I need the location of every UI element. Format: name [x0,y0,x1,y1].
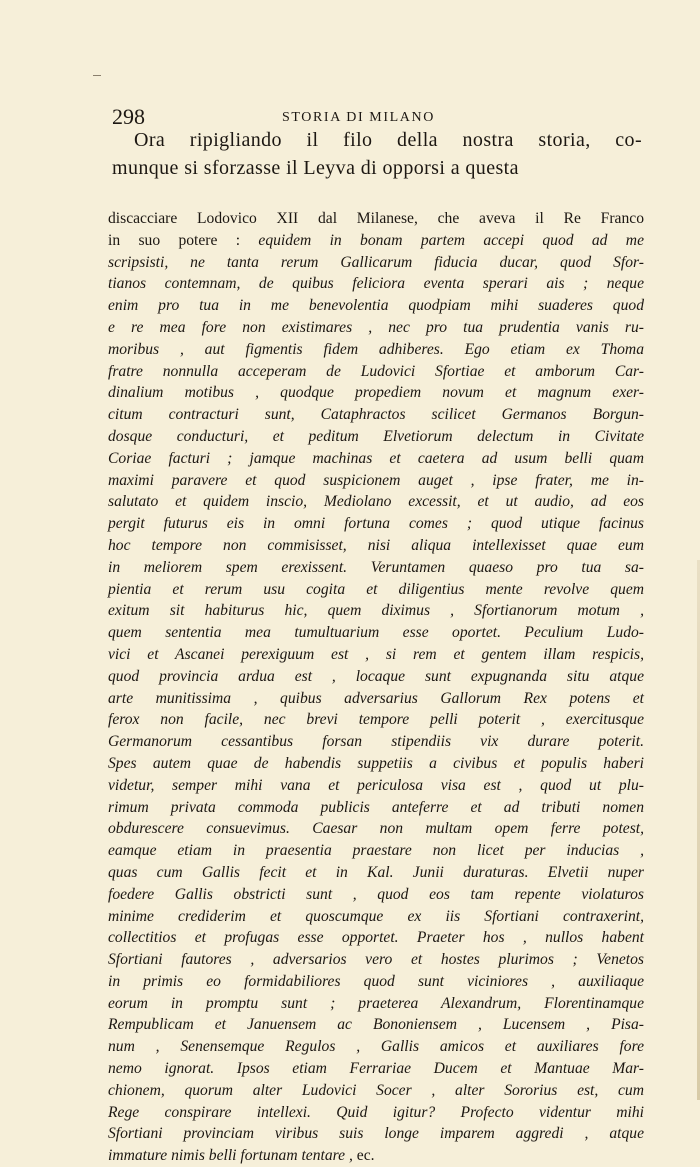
italic-text: Rempublicam et Januensem ac Bononiensem , Lucensem , Pisa- [108,1016,644,1034]
italic-text: videtur, semper mihi vana et periculosa visa est , quod ut plu- [108,776,644,794]
running-title: STORIA DI MILANO [282,110,435,125]
text-line [108,1102,644,1124]
italic-text: arte munitissima , quibus adversarius Gallorum Rex potens et [108,689,644,707]
text-line [108,404,644,426]
italic-text: Sfortiani fautores , adversarios vero et hostes plurimos ; Venetos [108,951,644,969]
italic-text: immature nimis belli fortunam tentare , [108,1147,353,1165]
intro-line: munque si sforzasse il Leyva di opporsi a questa [112,157,519,179]
italic-text: hoc tempore non commisisset, nisi aliqua intellexisset quae eum [108,536,644,554]
italic-text: rimum privata commoda publicis anteferre et ad tributi nomen [108,798,644,816]
italic-text: Coriae facturi ; jamque machinas et caetera ad usum belli quam [108,449,644,467]
text-line [108,339,644,361]
text-line [108,1036,644,1058]
italic-text: quem sententia mea tumultuarium esse oportet. Peculium Ludo- [108,624,644,642]
text-line [108,252,644,274]
italic-text: Spes autem quae de habendis suppetiis a civibus et populis haberi [108,754,644,772]
text-line [108,775,644,797]
text-line [108,927,644,949]
text-line [108,840,644,862]
italic-text: tianos contemnam, de quibus feliciora eventa sperari ais ; neque [108,275,644,293]
roman-text: ec. [352,1147,375,1165]
text-line [108,971,644,993]
italic-text: dinalium motibus , quodque propediem novum et magnum exer- [108,384,644,402]
text-line [108,491,644,513]
italic-text: foedere Gallis obstricti sunt , quod eos tam repente violaturos [108,885,644,903]
italic-text: in meliorem spem erexissent. Veruntamen quaeso pro tua sa- [108,558,644,576]
roman-text: in suo potere : [108,231,259,249]
text-line [108,426,644,448]
body-text [108,208,644,1167]
italic-text: quod provincia ardua est , locaque sunt expugnanda situ atque [108,667,644,685]
italic-text: minime crediderim et quoscumque ex iis Sfortiani contraxerint, [108,907,644,925]
italic-text: maximi paravere et quod suspicionem auget , ipse frater, me in- [108,471,644,489]
text-line [108,862,644,884]
text-line [108,317,644,339]
italic-text: pergit futurus eis in omni fortuna comes ; quod utique facinus [108,515,644,533]
text-line [108,470,644,492]
italic-text: collectitios et profugas esse opportet. Praeter hos , nullos habent [108,929,644,947]
italic-text: exitum sit habiturus hic, quem diximus , Sfortianorum motum , [108,602,644,620]
italic-text: citum contracturi sunt, Cataphractos scilicet Germanos Borgun- [108,406,644,424]
text-line [108,230,644,252]
text-line [108,644,644,666]
italic-text: pientia et rerum usu cogita et diligentius mente revolve quem [108,580,644,598]
italic-text: eorum in promptu sunt ; praeterea Alexandrum, Florentinamque [108,994,644,1012]
italic-text: vici et Ascanei perexiguum est , si rem et gentem illam respicis, [108,645,644,663]
italic-text: scripsisti, ne tanta rerum Gallicarum fiducia ducar, quod Sfor- [108,253,644,271]
italic-text: Rege conspirare intellexi. Quid igitur? Profecto videntur mihi [108,1103,644,1121]
italic-text: chionem, quorum alter Ludovici Socer , alter Sororius est, cum [108,1081,644,1099]
italic-text: equidem in bonam partem accepi quod ad me [258,231,644,249]
text-line [108,906,644,928]
italic-text: Sfortiani provinciam viribus suis longe imparem aggredi , atque [108,1125,644,1143]
text-line [108,382,644,404]
text-line [108,753,644,775]
text-line [108,993,644,1015]
intro-paragraph [112,126,642,182]
text-line [108,1145,644,1167]
text-line [108,513,644,535]
page-number: 298 [112,104,145,129]
text-line [108,600,644,622]
italic-text: quas cum Gallis fecit et in Kal. Junii duraturas. Elvetii nuper [108,863,644,881]
intro-line: Ora ripigliando il filo della nostra storia, co- [134,129,642,151]
italic-text: num , Senensemque Regulos , Gallis amicos et auxiliares fore [108,1038,644,1056]
italic-text: nemo ignorat. Ipsos etiam Ferrariae Ducem et Mantuae Mar- [108,1060,644,1078]
italic-text: obdurescere consuevimus. Caesar non multam opem ferre potest, [108,820,644,838]
italic-text: e re mea fore non existimares , nec pro tua prudentia vanis ru- [108,318,644,336]
italic-text: fratre nonnulla acceperam de Ludovici Sfortiae et amborum Car- [108,362,644,380]
text-line [108,557,644,579]
italic-text: eamque etiam in praesentia praestare non licet per inducias , [108,842,644,860]
italic-text: moribus , aut figmentis fidem adhiberes. Ego etiam ex Thoma [108,340,644,358]
text-line [108,666,644,688]
text-line [108,884,644,906]
italic-text: Germanorum cessantibus forsan stipendiis vix durare poterit. [108,733,644,751]
text-line [108,1123,644,1145]
italic-text: enim pro tua in me benevolentia quodpiam mihi suaderes quod [108,297,644,315]
text-line [108,448,644,470]
text-line [108,295,644,317]
text-line [108,622,644,644]
text-line [108,1080,644,1102]
text-line [108,949,644,971]
text-line [108,579,644,601]
roman-text: discacciare Lodovico XII dal Milanese, che aveva il Re Franco [108,210,644,227]
text-line [108,1058,644,1080]
text-line [108,797,644,819]
italic-text: dosque conducturi, et peditum Elvetiorum delectum in Civitate [108,427,644,445]
text-line [108,818,644,840]
text-line [108,688,644,710]
text-line [108,361,644,383]
text-line [108,273,644,295]
text-line [108,208,644,230]
italic-text: in primis eo formidabiliores quod sunt viciniores , auxiliaque [108,972,644,990]
italic-text: salutato et quidem inscio, Mediolano excessit, et ut audio, ad eos [108,493,644,511]
text-line [108,709,644,731]
text-line [108,535,644,557]
margin-mark [93,75,101,76]
italic-text: ferox non facile, nec brevi tempore pelli poterit , exercitusque [108,711,644,729]
text-line [108,1014,644,1036]
text-line [108,731,644,753]
